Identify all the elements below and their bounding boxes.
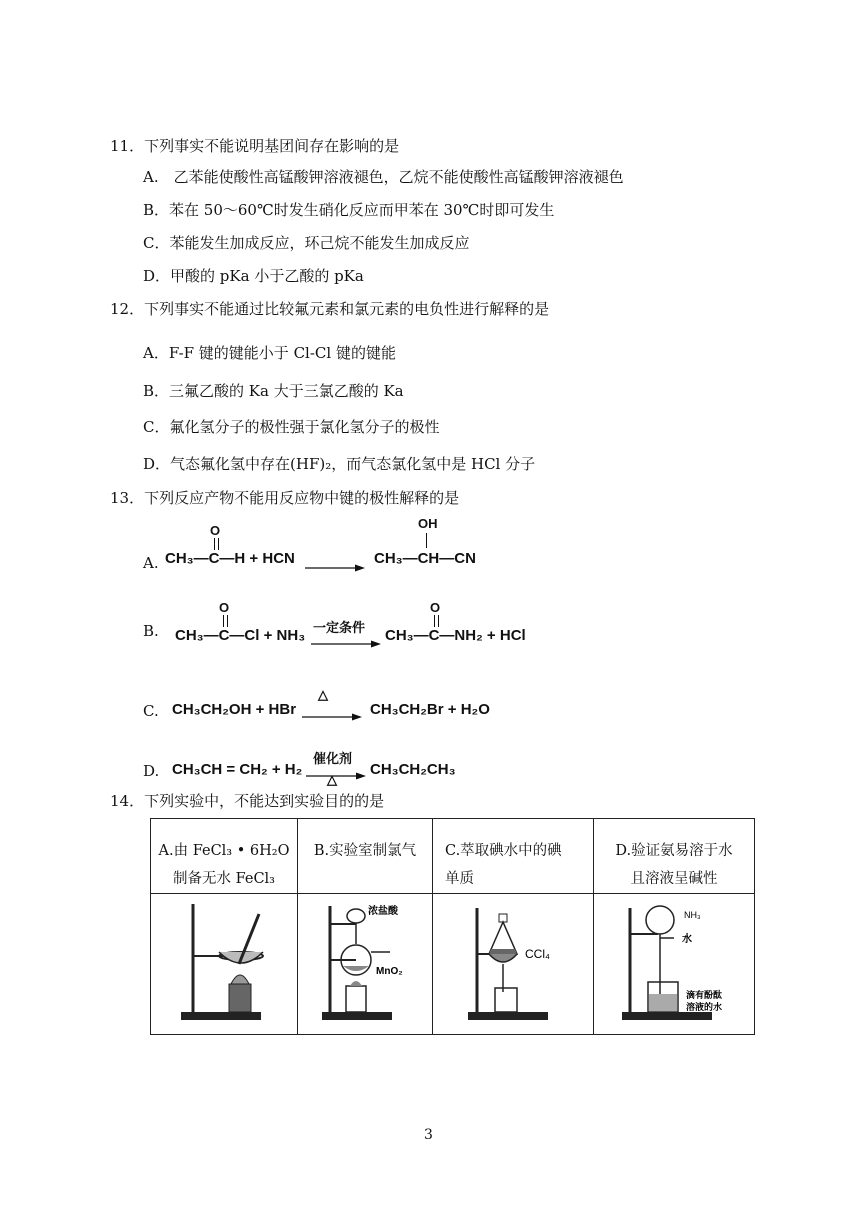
label-conc-hcl: 浓盐酸 bbox=[368, 906, 398, 917]
q11-option-d: D．甲酸的 pKa 小于乙酸的 pKa bbox=[143, 267, 364, 285]
q13-d-condition-bottom: △ bbox=[327, 772, 337, 787]
separatory-funnel-icon bbox=[433, 894, 593, 1034]
exp-a-line2: 制备无水 FeCl₃ bbox=[172, 871, 275, 887]
experiment-table bbox=[150, 818, 755, 1035]
q12-stem: 12．下列事实不能通过比较氟元素和氯元素的电负性进行解释的是 bbox=[110, 300, 550, 318]
q13-b-product: CH₃—C—NH₂ + HCl bbox=[385, 627, 526, 644]
q13-a-single-bond bbox=[426, 533, 428, 548]
q13-d-letter: D. bbox=[143, 762, 160, 780]
q13-c-arrow bbox=[302, 707, 362, 726]
label-water: 水 bbox=[682, 934, 692, 945]
exp-cell-b bbox=[298, 819, 433, 894]
q13-c-product: CH₃CH₂Br + H₂O bbox=[370, 701, 490, 718]
q13-a-oh: OH bbox=[418, 516, 438, 531]
chlorine-generator-icon bbox=[298, 894, 432, 1034]
page-number: 3 bbox=[424, 1127, 433, 1143]
exp-image-d bbox=[594, 894, 755, 1035]
label-nh3: NH₃ bbox=[684, 910, 701, 920]
exp-d-line2: 且溶液呈碱性 bbox=[630, 871, 718, 887]
q13-c-reactant: CH₃CH₂OH + HBr bbox=[172, 701, 297, 718]
q13-d-product: CH₃CH₂CH₃ bbox=[370, 761, 456, 778]
exp-image-b bbox=[298, 894, 433, 1035]
exp-image-a bbox=[151, 894, 298, 1035]
q11-stem: 11．下列事实不能说明基团间存在影响的是 bbox=[110, 137, 400, 155]
q13-a-double-bond-2 bbox=[218, 538, 220, 550]
q13-b-oxygen-right: O bbox=[430, 600, 441, 615]
fountain-experiment-icon bbox=[594, 894, 754, 1034]
exp-cell-d bbox=[594, 819, 755, 894]
label-phenol-2: 溶液的水 bbox=[686, 1002, 723, 1012]
exp-image-c bbox=[433, 894, 594, 1035]
q13-a-letter: A. bbox=[143, 554, 159, 572]
evaporation-apparatus-icon bbox=[151, 894, 297, 1034]
exp-cell-a bbox=[151, 819, 298, 894]
q13-b-letter: B. bbox=[143, 622, 159, 640]
q13-b-condition: 一定条件 bbox=[313, 620, 366, 635]
q12-option-c: C．氟化氢分子的极性强于氯化氢分子的极性 bbox=[143, 418, 440, 436]
q13-b-double-bond-left bbox=[223, 615, 225, 627]
exp-c-line2: 单质 bbox=[445, 871, 474, 887]
q13-b-arrow bbox=[311, 634, 381, 653]
q11-option-b: B．苯在 50～60℃时发生硝化反应而甲苯在 30℃时即可发生 bbox=[143, 201, 555, 219]
q13-a-reactant: CH₃—C—H + HCN bbox=[165, 550, 295, 567]
exp-d-line1: D.验证氨易溶于水 bbox=[615, 843, 733, 859]
q13-a-arrow bbox=[305, 558, 365, 577]
q13-a-oxygen: O bbox=[210, 523, 221, 538]
q13-b-double-bond-left-2 bbox=[227, 615, 229, 627]
q12-option-a: A．F-F 键的键能小于 Cl-Cl 键的键能 bbox=[143, 344, 396, 362]
label-phenol-1: 滴有酚酞 bbox=[686, 990, 723, 1000]
q14-stem: 14．下列实验中，不能达到实验目的的是 bbox=[110, 792, 385, 810]
q13-a-double-bond bbox=[214, 538, 216, 550]
q13-c-letter: C. bbox=[143, 702, 159, 720]
q12-option-b: B．三氟乙酸的 Ka 大于三氯乙酸的 Ka bbox=[143, 382, 404, 400]
exp-c-line1: C.萃取碘水中的碘 bbox=[445, 843, 562, 859]
q11-option-c: C．苯能发生加成反应，环己烷不能发生加成反应 bbox=[143, 234, 470, 252]
exp-a-line1: A.由 FeCl₃ • 6H₂O bbox=[158, 843, 290, 859]
q13-d-reactant: CH₃CH = CH₂ + H₂ bbox=[172, 761, 303, 778]
label-mno2: MnO₂ bbox=[376, 966, 403, 977]
exp-cell-c bbox=[433, 819, 594, 894]
exp-b-line1: B.实验室制氯气 bbox=[313, 843, 417, 859]
q13-b-oxygen-left: O bbox=[219, 600, 230, 615]
q12-option-d: D．气态氟化氢中存在(HF)₂，而气态氯化氢中是 HCl 分子 bbox=[143, 455, 536, 473]
q13-stem: 13．下列反应产物不能用反应物中键的极性解释的是 bbox=[110, 489, 460, 507]
label-ccl4: CCl₄ bbox=[525, 947, 550, 961]
q13-b-double-bond-right-2 bbox=[438, 615, 440, 627]
q11-option-a: A. 乙苯能使酸性高锰酸钾溶液褪色，乙烷不能使酸性高锰酸钾溶液褪色 bbox=[143, 168, 624, 186]
q13-b-reactant: CH₃—C—Cl + NH₃ bbox=[175, 627, 306, 644]
q13-d-condition-top: 催化剂 bbox=[313, 751, 353, 766]
q13-a-product: CH₃—CH—CN bbox=[374, 550, 476, 567]
q13-b-double-bond-right bbox=[434, 615, 436, 627]
q13-c-condition: △ bbox=[318, 687, 328, 702]
